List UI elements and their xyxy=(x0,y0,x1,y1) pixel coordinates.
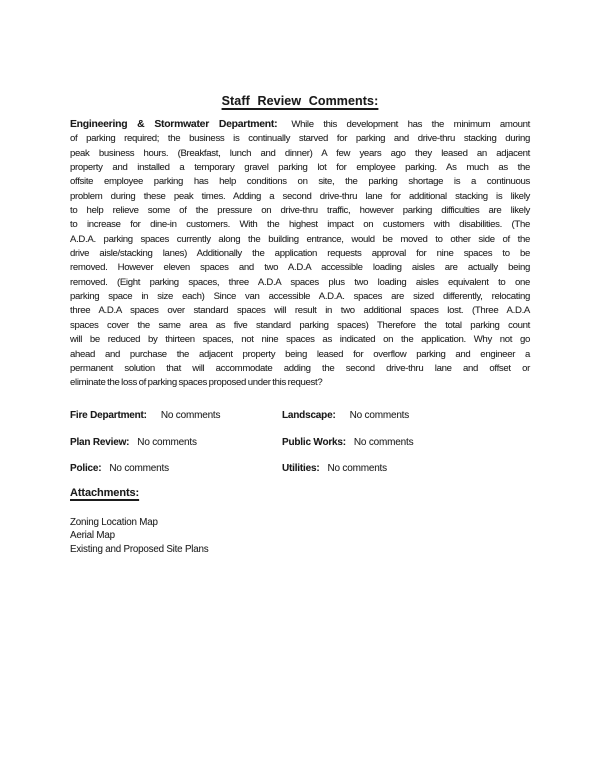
paragraph-line: spaces cover the same area as five standard parking spaces) Therefore the total parking count xyxy=(70,319,530,331)
paragraph-line: ahead and purchase the adjacent property being leased for overflow parking and engineer a xyxy=(70,348,530,360)
paragraph-line: permanent solution that will accommodate adding the second drive-thru lane and offset or xyxy=(70,362,530,374)
department-name: Fire Department: xyxy=(70,410,147,421)
paragraph-line: parking space in size each) Since van accessible A.D.A. spaces are sized differently, relocating xyxy=(70,291,530,303)
department-name: Public Works: xyxy=(282,436,346,448)
paragraph-line: removed. However eleven spaces and two A.D.A accessible loading aisles are actually being xyxy=(70,262,530,274)
department-comment: No comments xyxy=(160,410,221,421)
paragraph-line: removed. (Eight parking spaces, three A.D.A spaces plus two loading aisles equivalent to one xyxy=(70,276,530,288)
paragraph-line: problem during these peak times. Adding a second drive-thru lane for additional stacking is likely xyxy=(70,190,530,202)
department-row-fire xyxy=(70,409,282,423)
department-name: Landscape: xyxy=(282,410,336,421)
attachment-item: Existing and Proposed Site Plans xyxy=(70,543,209,555)
attachment-item: Zoning Location Map xyxy=(70,517,158,528)
department-comment: No comments xyxy=(137,436,197,448)
paragraph-line: of parking required; the business is continually starved for parking and drive-thru stacking during xyxy=(70,133,530,145)
paragraph-line: will be reduced by thirteen spaces, not nine spaces as indicated on the application. Why not go xyxy=(70,334,530,346)
paragraph-line: to increase for dine-in customers. With the highest impact on customers with disabilities. (The xyxy=(70,219,530,231)
department-row-police xyxy=(70,462,282,476)
department-comment: No comments xyxy=(353,436,414,448)
paragraph-line: peak business hours. (Breakfast, lunch and dinner) A few years ago they leased an adjacent xyxy=(70,147,530,159)
department-heading: Engineering & Stormwater Department: xyxy=(70,119,278,130)
attachment-item: Aerial Map xyxy=(70,530,115,542)
department-comment: No comments xyxy=(327,463,387,474)
department-comments-grid xyxy=(70,409,530,476)
department-row-plan-review xyxy=(70,436,282,450)
page-title-text: Staff Review Comments: xyxy=(221,94,379,108)
paragraph-line: three A.D.A spaces over standard spaces will result in two additional spaces lost. (Three A.D.A xyxy=(70,305,530,317)
department-comment: No comments xyxy=(349,410,410,421)
department-name: Utilities: xyxy=(282,463,320,474)
paragraph-line: drive aisle/stacking lanes) Additionally the application requests approval for nine spaces to be xyxy=(70,248,530,260)
attachments-heading: Attachments: xyxy=(70,487,140,499)
engineering-comment-paragraph xyxy=(70,118,530,391)
department-row-public-works xyxy=(282,436,530,450)
paragraph-line: eliminate the loss of parking spaces proposed under this request? xyxy=(70,377,323,389)
paragraph-line: property and installed a temporary gravel parking lot for employee parking. As much as the xyxy=(70,162,530,174)
department-name: Plan Review: xyxy=(70,436,130,448)
paragraph-text: While this development has the minimum amount xyxy=(291,119,530,130)
department-row-utilities xyxy=(282,462,530,476)
department-row-landscape xyxy=(282,409,530,423)
paragraph-line xyxy=(70,118,530,132)
paragraph-line: to help relieve some of the pressure on drive-thru traffic, however parking difficulties are likely xyxy=(70,205,530,217)
attachments-list xyxy=(70,516,530,556)
department-name: Police: xyxy=(70,463,102,474)
paragraph-line: A.D.A. parking spaces currently along the building entrance, would be moved to other side of the xyxy=(70,233,530,245)
paragraph-line: offsite employee parking has help conditions on site, the parking shortage is a continuous xyxy=(70,176,530,188)
department-comment: No comments xyxy=(109,463,169,474)
page-title xyxy=(70,94,530,108)
